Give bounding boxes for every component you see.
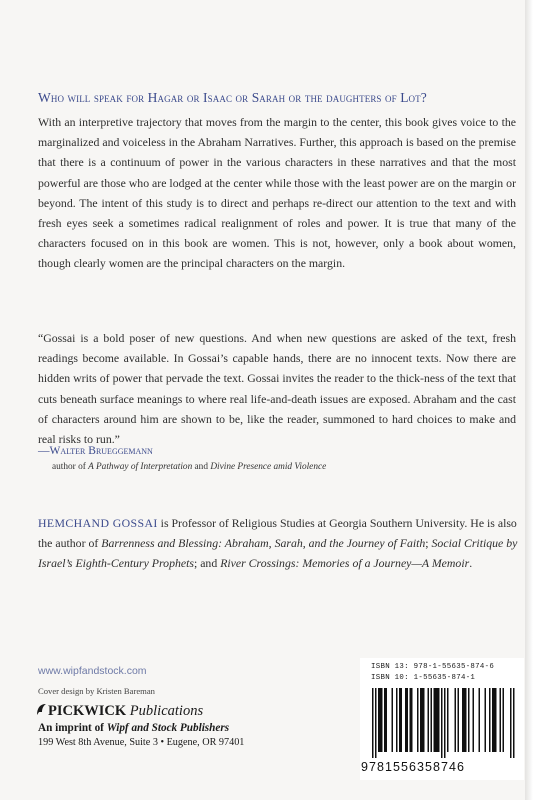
barcode-bar: [401, 688, 403, 752]
bio-separator: ;: [425, 536, 432, 551]
endorser-name: —Walter Brueggemann: [38, 445, 153, 457]
endorser-works-prefix: author of: [52, 462, 89, 472]
barcode-bar: [392, 688, 394, 752]
barcode-bar: [431, 688, 433, 752]
author-bio: [38, 513, 520, 574]
barcode-bar: [372, 688, 374, 758]
publisher-logo: [36, 703, 203, 720]
barcode-bar: [399, 688, 401, 752]
barcode-bar: [411, 688, 413, 752]
barcode-bar: [485, 688, 487, 752]
barcode-bar: [479, 688, 481, 752]
barcode-bar: [455, 688, 457, 752]
barcode-bar: [435, 688, 437, 752]
barcode-bar: [495, 688, 497, 752]
barcode-bar: [422, 688, 424, 752]
headline: Who will speak for Hagar or Isaac or Sarah or the daughters of Lot?: [38, 90, 427, 105]
endorser-work-title: Divine Presence amid Violence: [210, 462, 327, 472]
endorsement-quote: “Gossai is a bold poser of new questions. And when new questions are asked of the text, fresh readings become available. In Gossai’s capable hands, there are no innocent texts. Now there are hidden writs of power that pervade the text. Gossai invites the reader to the thick-ness of the text that cuts beneath surface meanings to where real life-and-death issues are exposed. Abraham and the cast of characters around him are shown to be, like the reader, summoned to hard choices to make and real risks to run.”: [38, 331, 516, 447]
barcode-bar: [386, 688, 388, 752]
author-name: HEMCHAND GOSSAI: [38, 516, 158, 530]
barcode-bar: [428, 688, 430, 752]
barcode-bar: [503, 688, 505, 752]
endorser-works-and: and: [192, 462, 211, 472]
barcode-bar: [468, 688, 470, 752]
barcode-bar: [465, 688, 467, 752]
endorser-work-title: A Pathway of Interpretation: [88, 462, 193, 472]
barcode-bar: [444, 688, 446, 758]
barcode-digits: 9781556358746: [361, 760, 466, 774]
endorser-works: [52, 462, 326, 472]
bio-end: .: [469, 556, 473, 571]
barcode-bar: [380, 688, 382, 752]
barcode-bar: [396, 688, 398, 752]
barcode-image: [362, 688, 520, 758]
barcode-bar: [494, 688, 496, 752]
bio-book-title: River Crossings: Memories of a Journey—A Memoir: [220, 556, 470, 571]
barcode-bar: [420, 688, 422, 752]
barcode-bar: [473, 688, 475, 752]
barcode-bar: [464, 688, 466, 752]
cover-design-credit: Cover design by Kristen Bareman: [38, 686, 155, 696]
barcode-bar: [407, 688, 409, 752]
publisher-name: PICKWICK: [48, 703, 130, 719]
barcode-bar: [458, 688, 460, 752]
barcode-bar: [489, 688, 491, 752]
barcode-bar: [384, 688, 386, 752]
barcode-bar: [378, 688, 380, 752]
bio-separator: ; and: [193, 556, 221, 571]
barcode-bar: [375, 688, 377, 758]
barcode-bar: [492, 688, 494, 752]
barcode-bar: [447, 688, 449, 752]
publisher-address: 199 West 8th Avenue, Suite 3 • Eugene, OR 97401: [38, 737, 245, 748]
isbn-13: ISBN 13: 978-1-55635-874-6: [371, 663, 495, 671]
barcode-bar: [437, 688, 439, 752]
barcode-bar: [381, 688, 383, 752]
barcode-bar: [417, 688, 419, 752]
book-description: With an interpretive trajectory that moves from the margin to the center, this book gives voice to the marginalized and voiceless in the Abraham Narratives. Further, this approach is based on the premise that there is a continuum of power in the various characters in these narratives and that the most powerful are those who are lodged at the center while those with the least power are on the margin or beyond. The intent of this study is to direct and perhaps re-direct our attention to the text and with fresh eyes seek a sometimes radical realignment of roles and power. It is true that many of the characters focused on in this book are women. This is not, however, only a book about women, though clearly women are the principal characters on the margin.: [38, 115, 516, 271]
barcode-bar: [441, 688, 443, 758]
pickwick-logo-icon: [36, 703, 47, 716]
barcode-bar: [410, 688, 412, 752]
imprint-prefix: An imprint of: [38, 722, 107, 734]
barcode-bar: [438, 688, 440, 752]
publisher-name-italic: Publications: [129, 703, 204, 719]
publisher-url[interactable]: www.wipfandstock.com: [38, 665, 147, 677]
bio-book-title: Barrenness and Blessing: Abraham, Sarah, and the Journey of Faith: [101, 536, 426, 551]
bio-book-title: Social Critique by Israel’s Eighth-Century Prophets: [38, 536, 518, 571]
imprint-line: [38, 722, 229, 734]
barcode-bar: [434, 688, 436, 752]
barcode-bar: [513, 688, 515, 758]
barcode-bar: [423, 688, 425, 752]
isbn-10: ISBN 10: 1-55635-874-1: [371, 674, 476, 682]
barcode-bar: [462, 688, 464, 752]
barcode-bar: [405, 688, 407, 752]
bio-text: is Professor of Religious Studies at Georgia Southern University. He is also the author of: [38, 516, 517, 551]
imprint-name: Wipf and Stock Publishers: [106, 722, 230, 734]
barcode-bar: [500, 688, 502, 752]
barcode-bar: [510, 688, 512, 758]
